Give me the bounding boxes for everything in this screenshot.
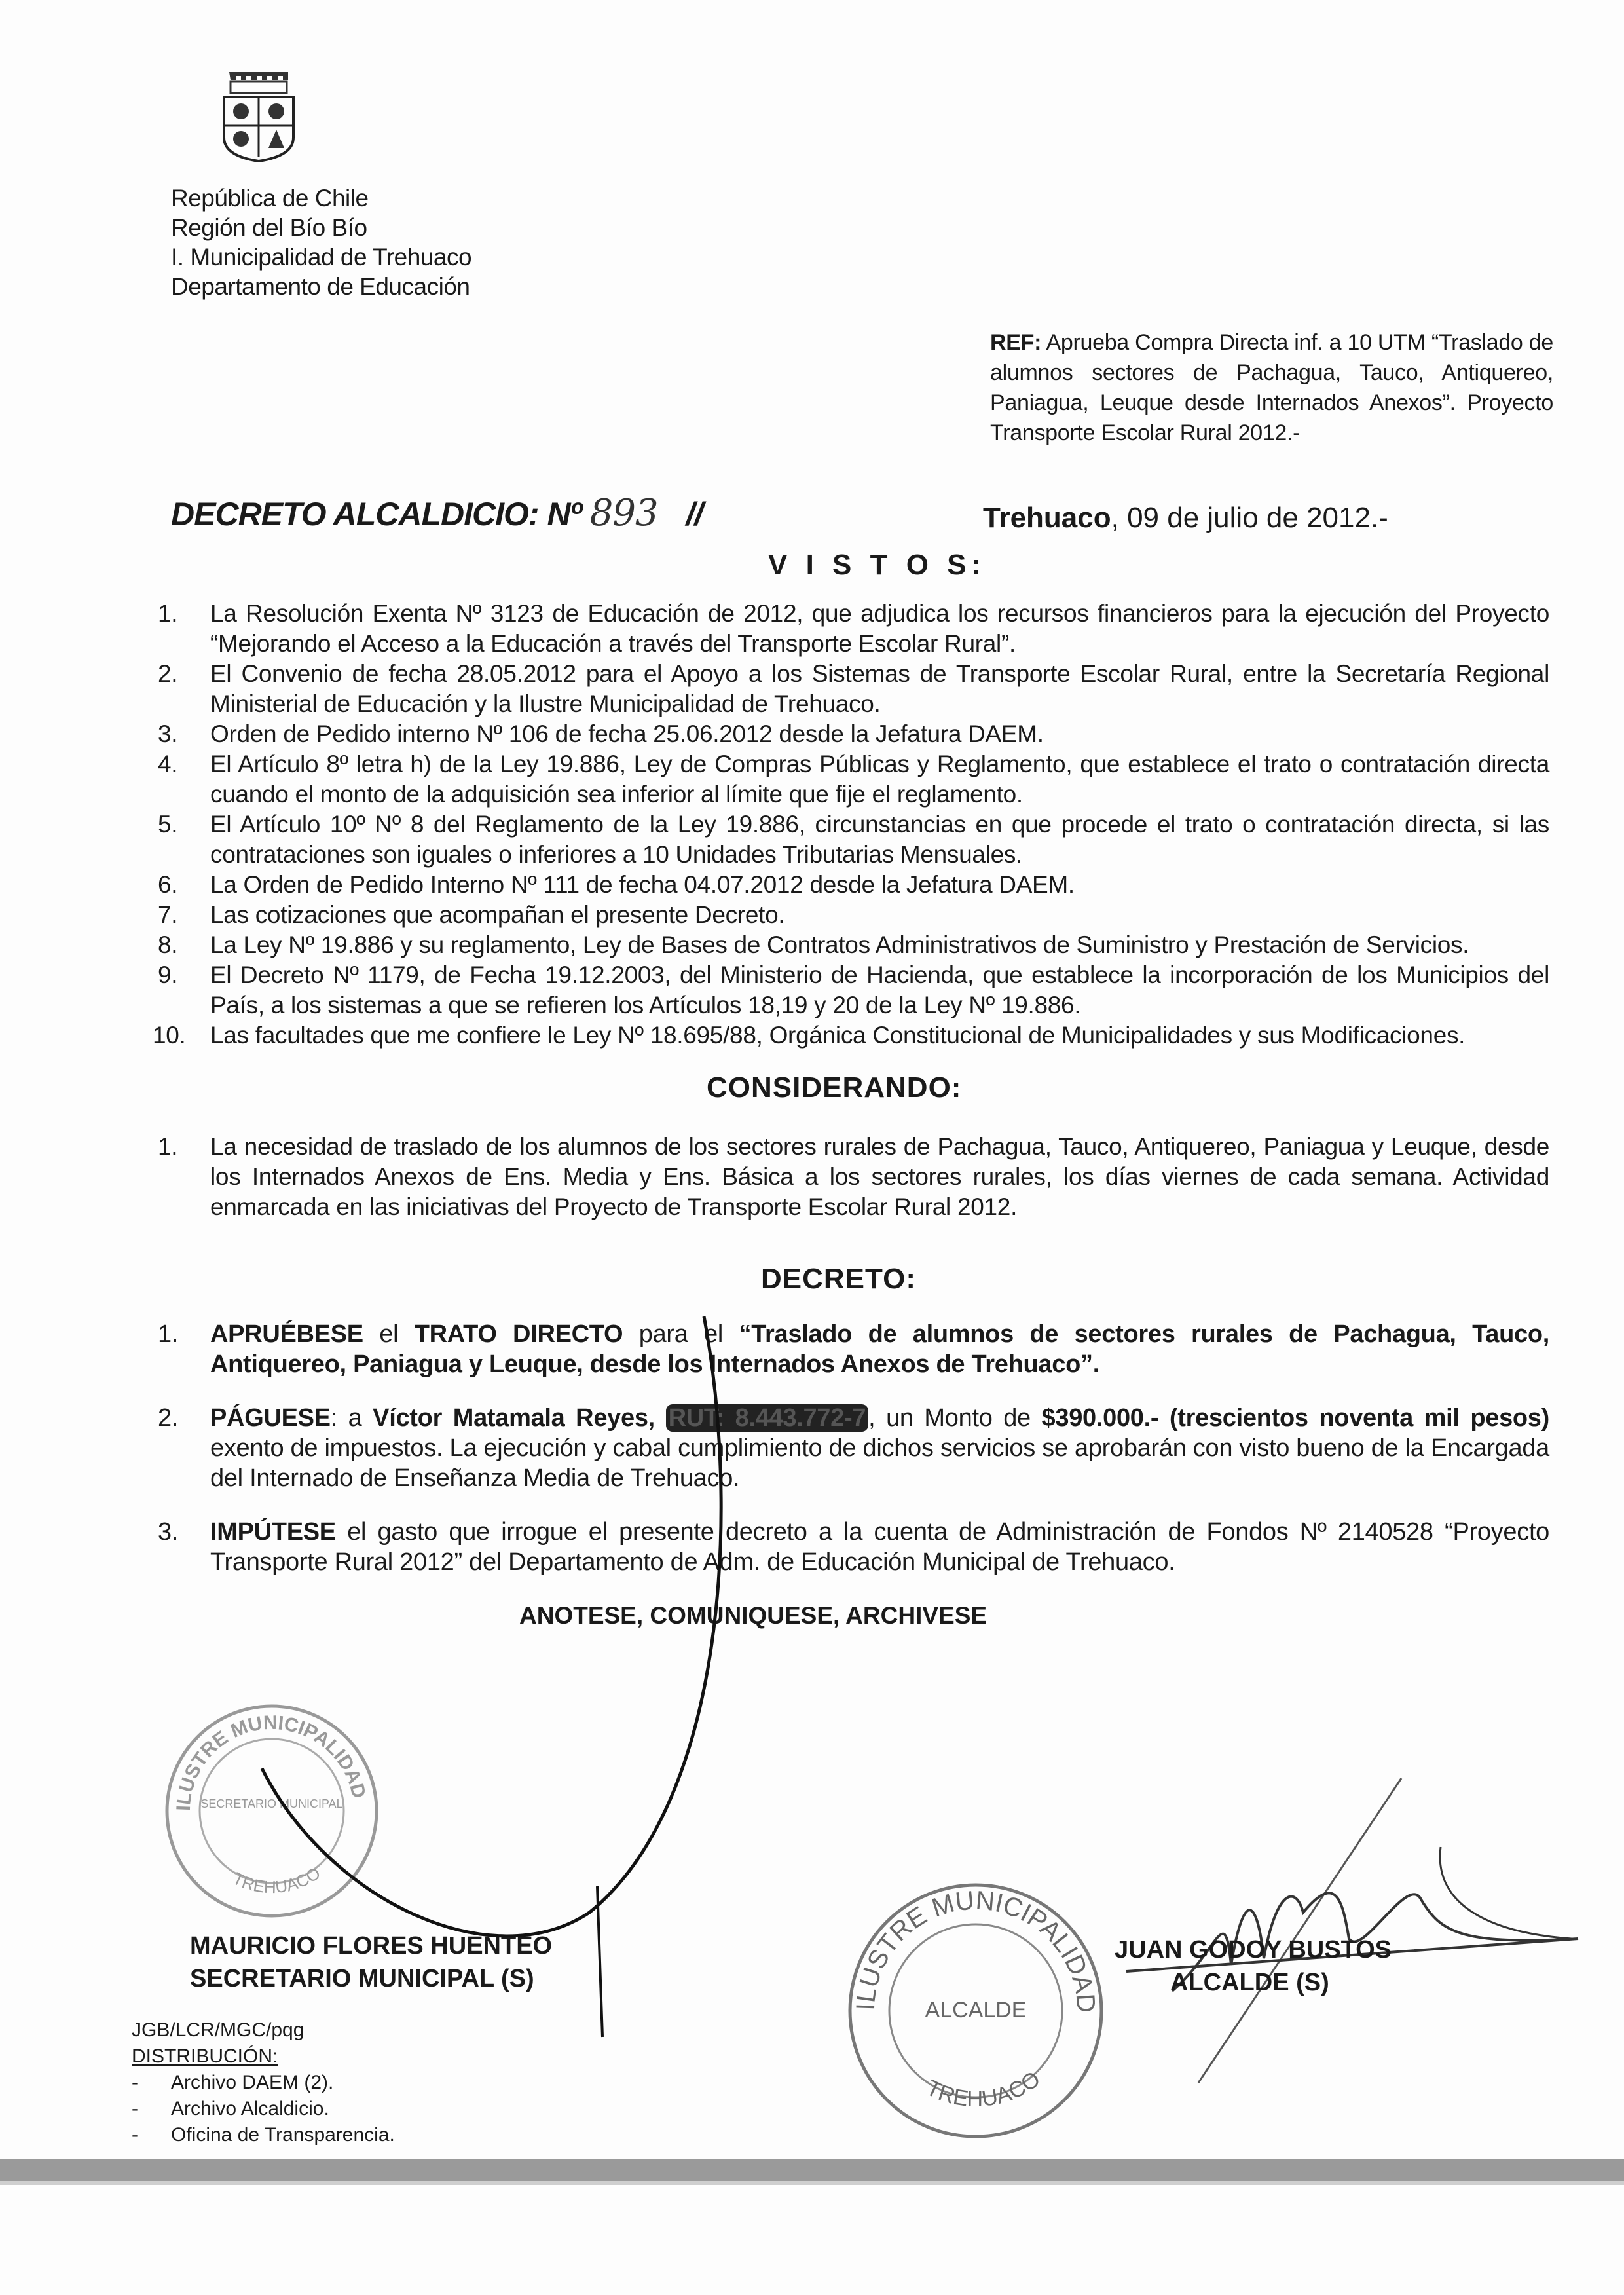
svg-text:ILUSTRE MUNICIPALIDAD: ILUSTRE MUNICIPALIDAD — [851, 1886, 1101, 2014]
letterhead-line: República de Chile — [171, 185, 369, 212]
closing-formula: ANOTESE, COMUNIQUESE, ARCHIVESE — [519, 1602, 987, 1629]
secretary-name: MAURICIO FLORES HUENTEO — [190, 1932, 553, 1960]
redacted-rut: RUT: 8.443.772-7 — [666, 1404, 869, 1432]
place: Trehuaco — [983, 502, 1111, 534]
mayor-role: ALCALDE (S) — [1170, 1969, 1329, 1996]
initials: JGB/LCR/MGC/pqg — [132, 2019, 304, 2041]
distribution-block — [132, 2017, 395, 2148]
distribution-item: - Archivo DAEM (2). — [132, 2072, 334, 2093]
ref-text: Aprueba Compra Directa inf. a 10 UTM “Traslado de alumnos sectores de Pachagua, Tauco, Antiquereo, Paniagua, Leuque desde Internados Anexos”. Proyecto Transporte Escolar Rural 2012.- — [990, 330, 1553, 445]
list-item: 8. La Ley Nº 19.886 y su reglamento, Ley de Bases de Contratos Administrativos de Suministro y Prestación de Servicios. — [158, 931, 1469, 958]
decreto-heading: DECRETO: — [761, 1263, 916, 1295]
scan-edge-band — [0, 2159, 1624, 2181]
decree-suffix: // — [686, 496, 703, 532]
svg-text:TREHUACO: TREHUACO — [229, 1863, 324, 1897]
secretary-signature-block — [190, 1930, 552, 1995]
mayor-signature-block — [1115, 1933, 1392, 1999]
distribution-item: - Archivo Alcaldicio. — [132, 2098, 329, 2119]
decree-number-handwritten: 893 — [589, 492, 658, 534]
list-item: 7. Las cotizaciones que acompañan el presente Decreto. — [158, 901, 785, 928]
svg-text:TREHUACO: TREHUACO — [922, 2066, 1045, 2112]
considerando-heading: CONSIDERANDO: — [707, 1072, 962, 1104]
list-item: 1. APRUÉBESE el TRATO DIRECTO para el “Traslado de alumnos de sectores rurales de Pachagua, Tauco, Antiquereo, Paniagua y Leuque, desde los Internados Anexos de Trehuaco”. — [158, 1320, 1549, 1378]
date: , 09 de julio de 2012.- — [1111, 502, 1388, 534]
distribution-label: DISTRIBUCIÓN: — [132, 2045, 278, 2067]
letterhead-line: Región del Bío Bío — [171, 214, 367, 241]
list-item: 4. El Artículo 8º letra h) de la Ley 19.886, Ley de Compras Públicas y Reglamento, que establece el trato o contratación directa cuando el monto de la adquisición sea inferior al límite que fije el reglamento. — [158, 751, 1549, 808]
list-item: 2. El Convenio de fecha 28.05.2012 para el Apoyo a los Sistemas de Transporte Escolar Rural, entre la Secretaría Regional Ministerial de Educación y la Ilustre Municipalidad de Trehuaco. — [158, 660, 1549, 717]
distribution-item: - Oficina de Transparencia. — [132, 2124, 395, 2146]
list-item: 3. Orden de Pedido interno Nº 106 de fecha 25.06.2012 desde la Jefatura DAEM. — [158, 720, 1044, 747]
secretary-role: SECRETARIO MUNICIPAL (S) — [190, 1965, 534, 1992]
mayor-name: JUAN GODOY BUSTOS — [1115, 1936, 1392, 1964]
decree-number-prefix: Nº — [547, 496, 581, 532]
vistos-heading: V I S T O S: — [768, 549, 987, 581]
svg-text:ALCALDE: ALCALDE — [925, 1998, 1027, 2023]
list-item: 5. El Artículo 10º Nº 8 del Reglamento de la Ley 19.886, circunstancias en que procede el trato o contratación directa, si las contrataciones son iguales o inferiores a 10 Unidades Tributarias Mensuales. — [158, 811, 1549, 868]
svg-text:ILUSTRE MUNICIPALIDAD: ILUSTRE MUNICIPALIDAD — [172, 1711, 370, 1812]
decree-title-text: DECRETO ALCALDICIO: — [171, 496, 539, 532]
letterhead-line: I. Municipalidad de Trehuaco — [171, 244, 472, 271]
list-item: 1. La necesidad de traslado de los alumnos de los sectores rurales de Pachagua, Tauco, Antiquereo, Paniagua y Leuque, desde los Internados Anexos de Ens. Media y Ens. Básica a los sectores rurales, los días viernes de cada semana. Actividad enmarcada en las iniciativas del Proyecto de Transporte Escolar Rural 2012. — [158, 1133, 1549, 1220]
svg-text:SECRETARIO MUNICIPAL: SECRETARIO MUNICIPAL — [200, 1797, 343, 1810]
list-item: 10. Las facultades que me confiere le Ley Nº 18.695/88, Orgánica Constitucional de Municipalidades y sus Modificaciones. — [153, 1022, 1466, 1049]
list-item: 9. El Decreto Nº 1179, de Fecha 19.12.2003, del Ministerio de Hacienda, que establece la incorporación de los Municipios del País, a los sistemas a que se refieren los Artículos 18,19 y 20 de la Ley Nº 19.886. — [158, 961, 1549, 1018]
list-item: 1. La Resolución Exenta Nº 3123 de Educación de 2012, que adjudica los recursos financieros para la ejecución del Proyecto “Mejorando el Acceso a la Educación a través del Transporte Escolar Rural”. — [158, 600, 1549, 657]
ref-label: REF: — [990, 330, 1042, 355]
scan-edge-line — [0, 2181, 1624, 2185]
list-item: 3. IMPÚTESE el gasto que irrogue el presente decreto a la cuenta de Administración de Fondos Nº 2140528 “Proyecto Transporte Rural 2012” del Departamento de Adm. de Educación Municipal de Trehuaco. — [158, 1518, 1549, 1576]
list-item: 6. La Orden de Pedido Interno Nº 111 de fecha 04.07.2012 desde la Jefatura DAEM. — [158, 871, 1075, 898]
letterhead-line: Departamento de Educación — [171, 273, 470, 300]
list-item: 2. PÁGUESE: a Víctor Matamala Reyes, RUT: 8.443.772-7 , un Monto de $390.000.- (trescientos noventa mil pesos) exento de impuestos. La ejecución y cabal cumplimiento de dichos servicios se aprobarán con visto bueno de la Encargada del Internado de Enseñanza Media de Trehuaco. — [158, 1404, 1549, 1492]
